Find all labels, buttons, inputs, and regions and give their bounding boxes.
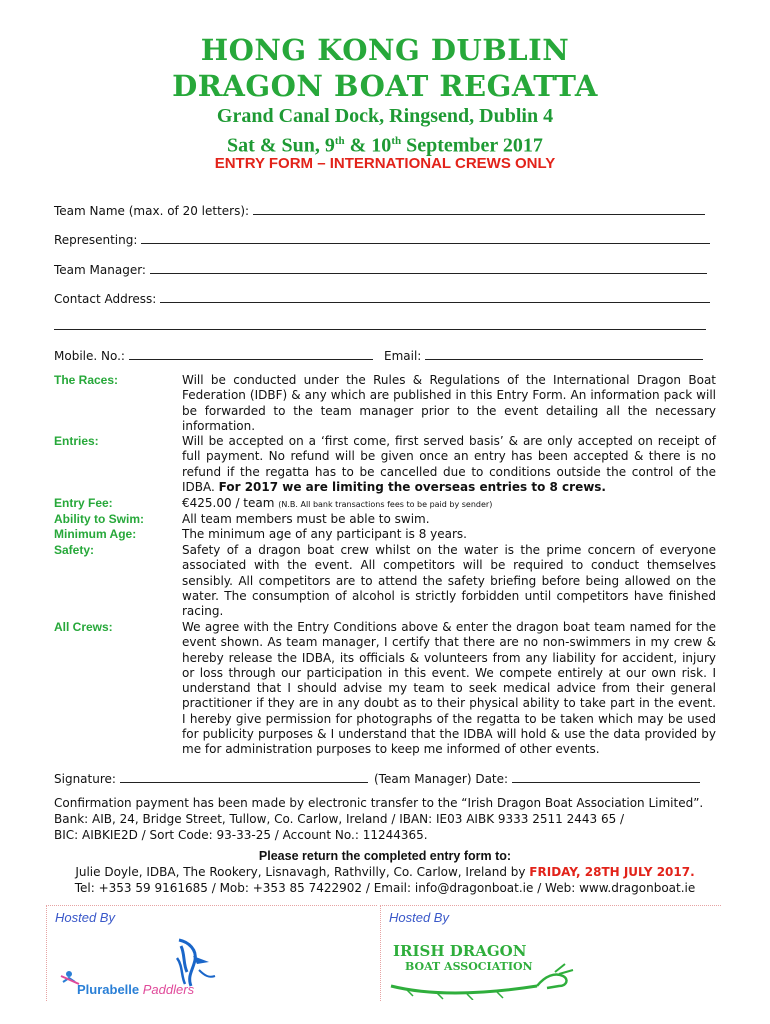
email-field[interactable]: Email: [384,347,703,363]
dragon-boat-icon [387,956,577,1000]
event-dates: Sat & Sun, 9th & 10th September 2017 [227,134,543,157]
return-heading: Please return the completed entry form to: [258,849,512,863]
swim-label: Ability to Swim: [54,512,144,526]
team-manager-date-field[interactable]: (Team Manager) Date: [374,770,700,786]
team-manager-field[interactable]: Team Manager: [54,261,707,277]
hosted-by-label-left: Hosted By [55,910,115,925]
contact-address-field[interactable]: Contact Address: [54,290,710,306]
all-crews-label: All Crews: [54,620,113,634]
swim-text: All team members must be able to swim. [182,512,430,526]
payment-confirmation: Confirmation payment has been made by electronic transfer to the “Irish Dragon Boat Association Limited”. Bank: AIB, 24, Bridge Street, Tullow, Co. Carlow, Ireland / IBAN: IE03 AIBK 9333 2511 2443 65 / BIC: AIBKIE2D / Sort Code: 93-33-25 / Account No.: 11244365. [54,796,704,842]
host-box-right [380,905,721,1001]
entry-fee-text: €425.00 / team (N.B. All bank transactions fees to be paid by sender) [182,496,493,510]
races-label: The Races: [54,373,119,387]
form-title: ENTRY FORM – INTERNATIONAL CREWS ONLY [214,155,556,172]
min-age-label: Minimum Age: [54,527,137,541]
host-box-left [46,905,377,1001]
return-address: Julie Doyle, IDBA, The Rookery, Lisnavagh, Rathvilly, Co. Carlow, Ireland by FRIDAY, 28TH JULY 2017. [75,865,695,879]
races-text: Will be conducted under the Rules & Regulations of the International Dragon Boat Federation (IDBF) & any which are published in this Entry Form. An information pack will be forwarded to the team manager prior to the event detailing all the necessary information. [182,373,716,433]
mobile-field[interactable]: Mobile. No.: [54,347,373,363]
event-location: Grand Canal Dock, Ringsend, Dublin 4 [216,105,554,127]
idba-logo-line-1: IRISH DRAGON [393,942,527,960]
hosted-by-label-right: Hosted By [389,910,449,925]
contact-address-line-2[interactable] [54,317,706,333]
idba-logo-line-2: BOAT ASSOCIATION [405,960,533,973]
team-name-field[interactable]: Team Name (max. of 20 letters): [54,202,705,218]
event-title-line-1: HONG KONG DUBLIN [200,33,570,67]
event-title-line-2: DRAGON BOAT REGATTA [172,69,598,103]
entries-text: Will be accepted on a ‘first come, first served basis’ & are only accepted on receipt of full payment. No refund will be given once an entry has been accepted & there is no refund if the regatta has to be cancelled due to conditions outside the control of the IDBA. For 2017 we are limiting the overseas entries to 8 crews. [182,434,716,494]
min-age-text: The minimum age of any participant is 8 years. [182,527,467,541]
safety-label: Safety: [54,543,95,557]
entry-fee-label: Entry Fee: [54,496,113,510]
signature-field[interactable]: Signature: [54,770,368,786]
representing-field[interactable]: Representing: [54,231,710,247]
plurabelle-logo-text: Plurabelle Paddlers [77,982,195,997]
safety-text: Safety of a dragon boat crew whilst on the water is the prime concern of everyone associated with the event. All competitors will be required to conduct themselves sensibly. All competitors are to attend the safety briefing before being allowed on the water. The consumption of alcohol is strictly forbidden until competitors have finished racing. [182,543,716,619]
contact-details: Tel: +353 59 9161685 / Mob: +353 85 7422902 / Email: info@dragonboat.ie / Web: www.dragonboat.ie [74,881,696,895]
all-crews-text: We agree with the Entry Conditions above & enter the dragon boat team named for the event shown. As team manager, I certify that there are no non-swimmers in my crew & hereby release the IDBA, its officials & volunteers from any liability for accident, injury or loss through our participation in this event. We compete entirely at our own risk. I understand that I should advise my team to seek medical advice from their general practitioner if they are in any doubt as to their physical ability to take part in the event. I hereby give permission for photographs of the regatta to be taken which may be used for publicity purposes & I understand that the IDBA will hold & use the data provided by me for administration purposes to keep me informed of other events. [182,620,716,757]
entries-label: Entries: [54,434,99,448]
